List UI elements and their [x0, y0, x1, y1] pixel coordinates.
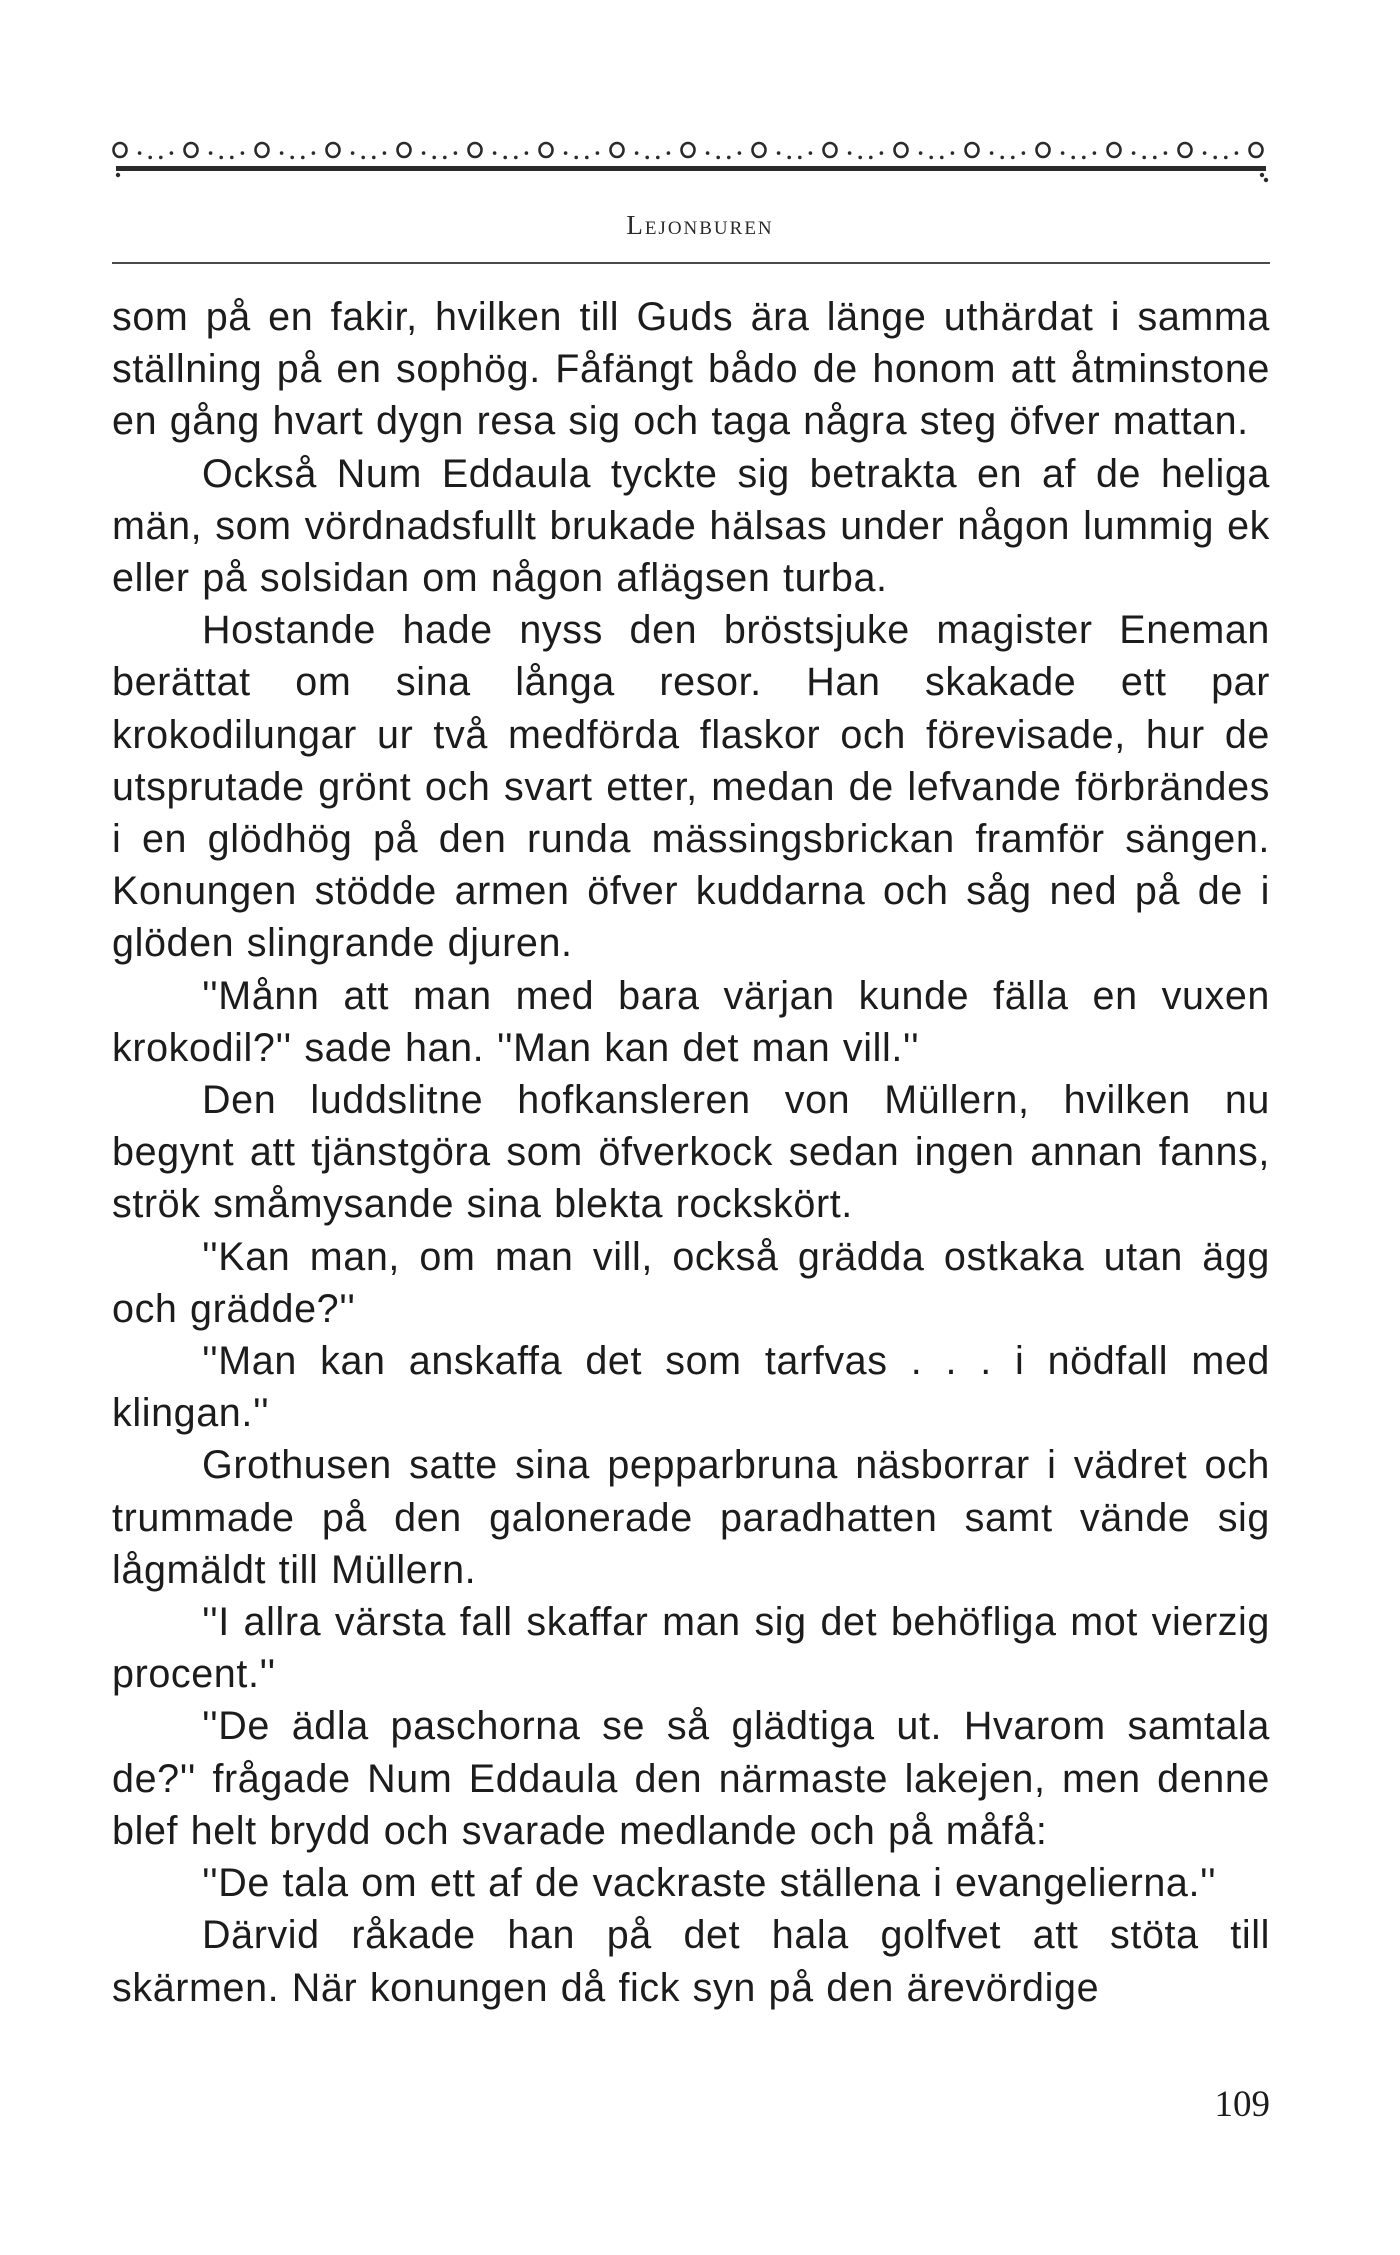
ornament-dot: [503, 156, 507, 160]
ornament-dot: [422, 151, 426, 155]
header-rule: [112, 262, 1270, 264]
paragraph: Grothusen satte sina pepparbruna näsborrar i vädret och trummade på den galonerade paradhatten samt vände sig lågmäldt till Müllern.: [112, 1443, 1270, 1592]
ornament-dot: [1093, 151, 1097, 155]
ornament-dot: [716, 156, 720, 160]
ornament-dot: [383, 151, 387, 155]
ornament-dot: [869, 156, 873, 160]
ornament-dot: [230, 156, 234, 160]
ornament-dot: [1011, 156, 1015, 160]
ornament-dot: [798, 156, 802, 160]
ornament-dot: [574, 156, 578, 160]
header-ornament: [112, 128, 1270, 184]
ornament-dot: [645, 156, 649, 160]
ornament-circle: [398, 143, 411, 157]
ornament-dot: [361, 156, 365, 160]
ornament-dot: [596, 151, 600, 155]
ornament-circle: [1037, 143, 1050, 157]
ornament-dot: [1132, 151, 1136, 155]
ornament-dot: [706, 151, 710, 155]
ornament-dot: [1164, 151, 1168, 155]
ornament-circle: [327, 143, 340, 157]
ornament-dot: [777, 151, 781, 155]
running-head-title: Lejonburen: [626, 210, 774, 240]
ornament-dot: [1071, 156, 1075, 160]
paragraph: ''Kan man, om man vill, också grädda ostkaka utan ägg och grädde?'': [112, 1234, 1270, 1331]
ornament-circle: [1250, 143, 1263, 157]
ornament-dot: [372, 156, 376, 160]
ornament-dot: [301, 156, 305, 160]
ornament-dot: [585, 156, 589, 160]
ornament-dot: [738, 151, 742, 155]
ornament-circle: [1179, 143, 1192, 157]
ornament-circle: [256, 143, 269, 157]
ornament-circle: [185, 143, 198, 157]
ornament-dot: [1061, 151, 1065, 155]
ornament-dot: [940, 156, 944, 160]
ornament-dot: [432, 156, 436, 160]
ornament-dot: [454, 151, 458, 155]
ornament-circle: [540, 143, 553, 157]
ornament-circle: [1108, 143, 1121, 157]
ornament-circles: [114, 143, 1263, 157]
ornament-dot: [848, 151, 852, 155]
ornament-dot: [1224, 156, 1228, 160]
ornament-circle: [753, 143, 766, 157]
ornament-dot: [1082, 156, 1086, 160]
ornament-dot: [312, 151, 316, 155]
paragraph: ''De ädla paschorna se så glädtiga ut. Hvarom samtala de?'' frågade Num Eddaula den närmaste lakejen, men denne blef helt brydd och svarade medlande och på måfå:: [112, 1704, 1270, 1853]
ornament-dot: [290, 156, 294, 160]
paragraph: Också Num Eddaula tyckte sig betrakta en af de heliga män, som vördnadsfullt brukade hälsas under någon lummig ek eller på solsidan om någon aflägsen turba.: [112, 451, 1270, 601]
ornament-end-dot: [1264, 178, 1268, 182]
page-number: 109: [1214, 2084, 1270, 2125]
ornament-dot: [209, 151, 213, 155]
paragraph: Hostande hade nyss den bröstsjuke magister Eneman berättat om sina långa resor. Han skakade ett par krokodilungar ur två medförda flaskor och förevisade, hur de utsprutade grönt och svart etter, medan de lefvande förbrändes i en glödhög på den runda mässingsbrickan framför sängen. Konungen stödde armen öfver kuddarna och såg ned på de i glöden slingrande djuren.: [112, 608, 1270, 966]
ornament-dot: [656, 156, 660, 160]
ornament-end-dot: [116, 173, 120, 177]
ornament-end-dot: [1260, 173, 1264, 177]
ornament-dot: [170, 151, 174, 155]
ornament-dot: [635, 151, 639, 155]
ornament-circle: [895, 143, 908, 157]
paragraph: som på en fakir, hvilken till Guds ära länge uthärdat i samma ställning på en sophög. Fåfängt bådo de honom att åtminstone en gång hvart dygn resa sig och taga några steg öfver mattan.: [112, 295, 1270, 444]
ornament-rule: [116, 166, 1266, 171]
ornament-circle: [824, 143, 837, 157]
ornament-dot: [1235, 151, 1239, 155]
ornament-dot: [919, 151, 923, 155]
paragraph: ''Man kan anskaffa det som tarfvas . . . i nödfall med klingan.'': [112, 1339, 1270, 1436]
ornament-circle: [611, 143, 624, 157]
ornament-dot: [564, 151, 568, 155]
ornament-dot: [1022, 151, 1026, 155]
ornament-dot: [280, 151, 284, 155]
ornament-dot: [514, 156, 518, 160]
ornament-dot: [148, 156, 152, 160]
paragraph: ''De tala om ett af de vackraste ställena i evangelierna.'': [202, 1861, 1217, 1906]
ornament-dot: [1213, 156, 1217, 160]
ornament-dot: [1153, 156, 1157, 160]
ornament-dot: [667, 151, 671, 155]
paragraph: Därvid råkade han på det hala golfvet att stöta till skärmen. När konungen då fick syn på den ärevördige: [112, 1913, 1270, 2010]
ornament-dot: [351, 151, 355, 155]
paragraph: ''Månn att man med bara värjan kunde fälla en vuxen krokodil?'' sade han. ''Man kan det man vill.'': [112, 973, 1270, 1070]
ornament-dot: [809, 151, 813, 155]
ornament-dot: [219, 156, 223, 160]
paragraph: ''I allra värsta fall skaffar man sig det behöfliga mot vierzig procent.'': [112, 1600, 1270, 1697]
ornament-dot: [929, 156, 933, 160]
ornament-circle: [682, 143, 695, 157]
ornament-dot: [880, 151, 884, 155]
ornament-dot: [1000, 156, 1004, 160]
ornament-dot: [858, 156, 862, 160]
ornament-dot: [1203, 151, 1207, 155]
ornament-dot: [159, 156, 163, 160]
ornament-circle: [469, 143, 482, 157]
ornament-dot: [727, 156, 731, 160]
ornament-dot: [787, 156, 791, 160]
ornament-dot: [493, 151, 497, 155]
ornament-circle: [966, 143, 979, 157]
ornament-dot: [525, 151, 529, 155]
ornament-dot: [1142, 156, 1146, 160]
ornament-dot: [138, 151, 142, 155]
paragraph: Den luddslitne hofkansleren von Müllern, hvilken nu begynt att tjänstgöra som öfverkock sedan ingen annan fanns, strök småmysande sina blekta rockskört.: [112, 1078, 1270, 1227]
ornament-dot: [443, 156, 447, 160]
ornament-circle: [114, 143, 127, 157]
body-text: [112, 291, 1270, 2014]
ornament-dot: [241, 151, 245, 155]
ornament-dot: [951, 151, 955, 155]
ornament-dot: [990, 151, 994, 155]
